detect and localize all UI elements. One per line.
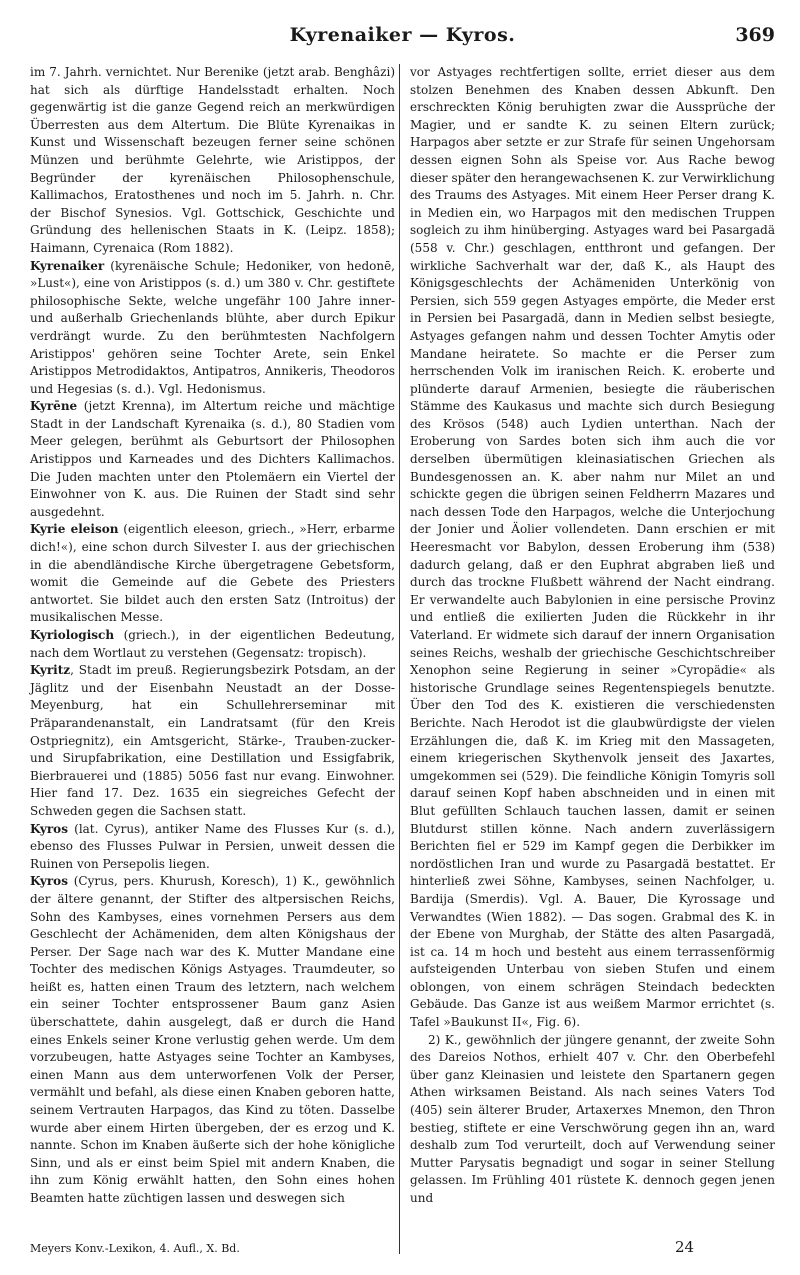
page-number: 369 [735,24,775,46]
entry-text: (eigentlich eleeson, griech., »Herr, erbarme dich!«), eine schon durch Silvester I. aus der griechischen in die abendländische Kirche übergetragene Gebetsform, womit die Gemeinde auf die Gebete des Priesters antwortet. Sie bildet auch den ersten Satz (Introitus) der musikalischen Messe. [30,522,395,625]
entry-headword: Kyrie eleison [30,522,119,537]
imprint-line: Meyers Konv.-Lexikon, 4. Aufl., X. Bd. [30,1242,240,1255]
entry-text: (Cyrus, pers. Khurush, Koresch), 1) K., gewöhnlich der ältere genannt, der Stifter des altpersischen Reichs, Sohn des Kambyses, eines vornehmen Persers aus dem Geschlecht der Achämeniden, dem alten Königshaus der Perser. Der Sage nach war des K. Mutter Mandane eine Tochter des medischen Königs Astyages. Traumdeuter, so heißt es, hatten einen Traum des letztern, nach welchem ein seiner Tochter entsprossener Baum ganz Asien überschattete, dahin ausgelegt, daß er durch die Hand eines Enkels seiner Krone verlustig gehen werde. Um dem vorzubeugen, hatte Astyages seine Tochter an Kambyses, einen Mann aus dem unterworfenen Volk der Perser, vermählt und befahl, als diese einen Knaben geboren hatte, seinem Vertrauten Harpagos, das Kind zu töten. Dasselbe wurde aber einem Hirten übergeben, der es erzog und K. nannte. Schon im Knaben äußerte sich der hohe königliche Sinn, und als er einst beim Spiel mit andern Knaben, die ihn zum König erwählt hatten, den Sohn eines hohen Beamten hatte züchtigen lassen und deswegen sich [30,874,395,1205]
entry-paragraph [30,821,395,874]
entry-paragraph [30,521,395,627]
entry-text: , Stadt im preuß. Regierungsbezirk Potsdam, an der Jäglitz und der Eisenbahn Neustadt an der Dosse-Meyenburg, hat ein Schullehrerseminar mit Präparandenanstalt, ein Landratsamt (für den Kreis Ostpriegnitz), ein Amtsgericht, Stärke-, Trauben-zucker- und Sirupfabrikation, eine Destillation und Essigfabrik, Bierbrauerei und (1885) 5056 fast nur evang. Einwohner. Hier fand 17. Dez. 1635 ein siegreiches Gefecht der Schweden gegen die Sachsen statt. [30,663,395,818]
entry-paragraph [410,1032,775,1208]
entry-headword: Kyrenaiker [30,258,105,273]
entry-text: (griech.), in der eigentlichen Bedeutung, nach dem Wortlaut zu verstehen (Gegensatz: tropisch). [30,628,395,660]
entry-headword: Kyros [30,821,68,836]
entry-text: (kyrenäische Schule; Hedoniker, von hedonē, »Lust«), eine von Aristippos (s. d.) um 380 v. Chr. gestiftete philosophische Sekte, welche ungefähr 100 Jahre inner- und außerhalb Griechenlands blühte, aber durch Epikur verdrängt wurde. Zu den berühmtesten Nachfolgern Aristippos' gehören seine Tochter Arete, sein Enkel Aristippos Metrodidaktos, Antipatros, Annikeris, Theodoros und Hegesias (s. d.). Vgl. Hedonismus. [30,258,395,396]
signature-mark: 24 [675,1238,695,1256]
entry-paragraph [30,627,395,662]
entry-text: im 7. Jahrh. vernichtet. Nur Berenike (jetzt arab. Benghâzi) hat sich als dürftige Handelsstadt erhalten. Noch gegenwärtig ist die ganze Gegend reich an merkwürdigen Überresten aus dem Altertum. Die Blüte Kyrenaikas in Kunst und Wissenschaft bezeugen ferner seine schönen Münzen und berühmte Gelehrte, wie Aristippos, der Begründer der kyrenäischen Philosophenschule, Kallimachos, Eratosthenes und noch im 5. Jahrh. n. Chr. der Bischof Synesios. Vgl. Gottschick, Geschichte und Gründung des hellenischen Staats in K. (Leipz. 1858); Haimann, Cyrenaica (Rom 1882). [30,65,395,255]
entry-headword: Kyros [30,874,68,889]
entry-paragraph [30,64,395,258]
entry-paragraph [410,64,775,1032]
entry-paragraph [30,873,395,1207]
entry-paragraph [30,398,395,521]
entry-text: (lat. Cyrus), antiker Name des Flusses Kur (s. d.), ebenso des Flusses Pulwar in Persien, unweit dessen die Ruinen von Persepolis liegen. [30,821,395,871]
left-column [30,64,395,1208]
entry-paragraph [30,258,395,399]
entry-headword: Kyriologisch [30,628,115,642]
running-title: Kyrenaiker — Kyros. [289,24,516,46]
page-header [30,22,775,56]
column-divider [399,64,400,1254]
entry-headword: Kyrēne [30,399,78,414]
entry-text: vor Astyages rechtfertigen sollte, erriet dieser aus dem stolzen Benehmen des Knaben dessen Abkunft. Den erschreckten König beruhigten zwar die Aussprüche der Magier, und er sandte K. zu seinen Eltern zurück; Harpagos aber setzte er zur Strafe für seinen Ungehorsam dessen eignen Sohn als Speise vor. Aus Rache bewog dieser später den herangewachsenen K. zur Verwirklichung des Traums des Astyages. Mit einem Heer Perser drang K. in Medien ein, wo Harpagos mit den medischen Truppen sogleich zu ihm hinüberging. Astyages ward bei Pasargadä (558 v. Chr.) geschlagen, entthront und gefangen. Der wirkliche Sachverhalt war der, daß K., als Haupt des Königsgeschlechts der Achämeniden Unterkönig von Persien, sich 559 gegen Astyages empörte, die Meder erst in Persien bei Pasargadä, dann in Medien selbst besiegte, Astyages gefangen nahm und dessen Tochter Amytis oder Mandane heiratete. So machte er die Perser zum herrschenden Volk im iranischen Reich. K. eroberte und plünderte darauf Armenien, besiegte die räuberischen Stämme des Kaukasus und machte sich durch Besiegung des Krösos (548) auch Lydien unterthan. Nach der Eroberung von Sardes boten sich ihm auch die vor derselben übermütigen kleinasiatischen Griechen als Bundesgenossen an. K. aber nahm nur Milet an und schickte gegen die übrigen seinen Feldherrn Mazares und nach dessen Tode den Harpagos, welche die Unterjochung der Jonier und Äolier vollendeten. Dann erschien er mit Heeresmacht vor Babylon, dessen Eroberung ihm (538) dadurch gelang, daß er den Euphrat abgraben ließ und durch das trockne Flußbett während der Nacht eindrang. Er verwandelte auch Babylonien in eine persische Provinz und entließ die exilierten Juden die Rückkehr in ihr Vaterland. Er widmete sich darauf der innern Organisation seines Reichs, weshalb der griechische Geschichtschreiber Xenophon seine Regierung in seiner »Cyropädie« als historische Grundlage seines Regentenspiegels benutzte. Über den Tod des K. existieren die verschiedensten Berichte. Nach Herodot ist die glaubwürdigste der vielen Erzählungen die, daß K. im Krieg mit den Massageten, einem kriegerischen Skythenvolk jenseit des Jaxartes, umgekommen sei (529). Die feindliche Königin Tomyris soll darauf seinen Kopf haben abschneiden und in einen mit Blut gefüllten Schlauch tauchen lassen, damit er seinen Blutdurst stillen könne. Nach andern zuverlässigern Berichten fiel er 529 im Kampf gegen die Derbikker im nordöstlichen Iran und wurde zu Pasargadä bestattet. Er hinterließ zwei Söhne, Kambyses, seinen Nachfolger, u. Bardija (Smerdis). Vgl. A. Bauer, Die Kyrossage und Verwandtes (Wien 1882). — Das sogen. Grabmal des K. in der Ebene von Murghab, der Stätte des alten Pasargadä, ist ca. 14 m hoch und besteht aus einem terrassenförmig aufsteigenden Unterbau von sieben Stufen und einem oblongen, von einem schrägen Steindach bedeckten Gebäude. Das Ganze ist aus weißem Marmor errichtet (s. Tafel »Baukunst II«, Fig. 6). [410,65,775,1030]
right-column [410,64,775,1208]
entry-text: (jetzt Krenna), im Altertum reiche und mächtige Stadt in der Landschaft Kyrenaika (s. d.), 80 Stadien vom Meer gelegen, berühmt als Geburtsort der Philosophen Aristippos und Karneades und des Dichters Kallimachos. Die Juden machten unter den Ptolemäern ein Viertel der Einwohner von K. aus. Die Ruinen der Stadt sind sehr ausgedehnt. [30,399,395,519]
entry-headword: Kyritz [30,663,71,678]
page-footer [30,1238,775,1262]
entry-text: 2) K., gewöhnlich der jüngere genannt, der zweite Sohn des Dareios Nothos, erhielt 407 v. Chr. den Oberbefehl über ganz Kleinasien und leistete den Spartanern gegen Athen wirksamen Beistand. Als nach seines Vaters Tod (405) sein älterer Bruder, Artaxerxes Mnemon, den Thron bestieg, stiftete er eine Verschwörung gegen ihn an, ward deshalb zum Tod verurteilt, doch auf Verwendung seiner Mutter Parysatis begnadigt und sogar in seiner Stellung gelassen. Im Frühling 401 rüstete K. dennoch gegen jenen und [410,1032,775,1205]
entry-paragraph [30,662,395,820]
